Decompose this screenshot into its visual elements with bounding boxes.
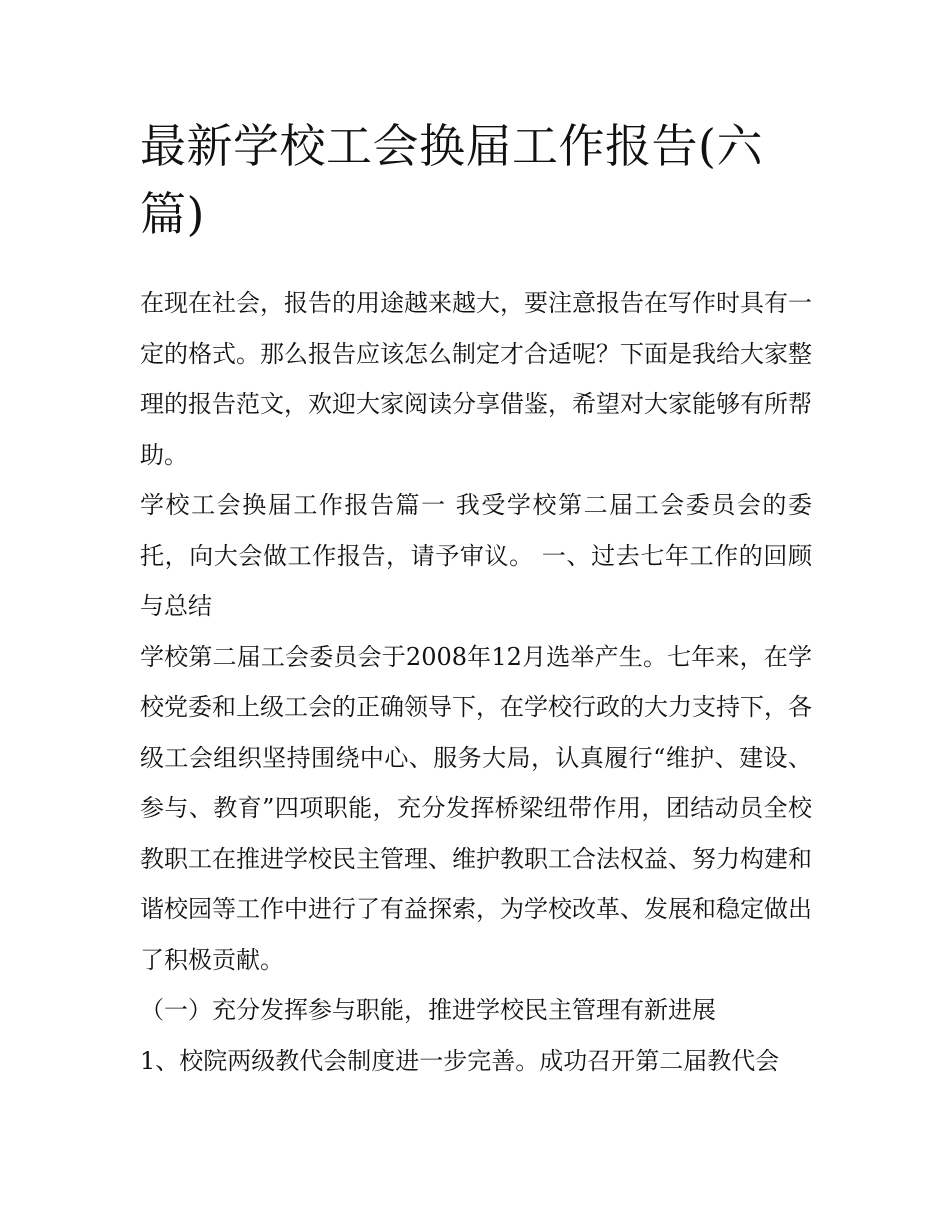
- subsection-heading: （一）充分发挥参与职能，推进学校民主管理有新进展: [140, 996, 716, 1024]
- section-one-heading-paragraph: 学校工会换届工作报告篇一 我受学校第二届工会委员会的委托，向大会做工作报告，请予审议。 一、过去七年工作的回顾与总结: [140, 491, 812, 620]
- review-paragraph: 学校第二届工会委员会于2008年12月选举产生。七年来，在学校党委和上级工会的正确领导下，在学校行政的大力支持下，各级工会组织坚持围绕中心、服务大局，认真履行“维护、建设、参与、教育”四项职能，充分发挥桥梁纽带作用，团结动员全校教职工在推进学校民主管理、维护教职工合法权益、努力构建和谐校园等工作中进行了有益探索，为学校改革、发展和稳定做出了积极贡献。: [140, 642, 812, 974]
- item-one-paragraph: 1、校院两级教代会制度进一步完善。成功召开第二届教代会: [140, 1046, 780, 1075]
- intro-paragraph: 在现在社会，报告的用途越来越大，要注意报告在写作时具有一定的格式。那么报告应该怎么制定才合适呢？下面是我给大家整理的报告范文，欢迎大家阅读分享借鉴，希望对大家能够有所帮助。: [140, 289, 812, 469]
- document-body: [140, 112, 812, 1086]
- document-title: 最新学校工会换届工作报告(六篇): [140, 119, 763, 241]
